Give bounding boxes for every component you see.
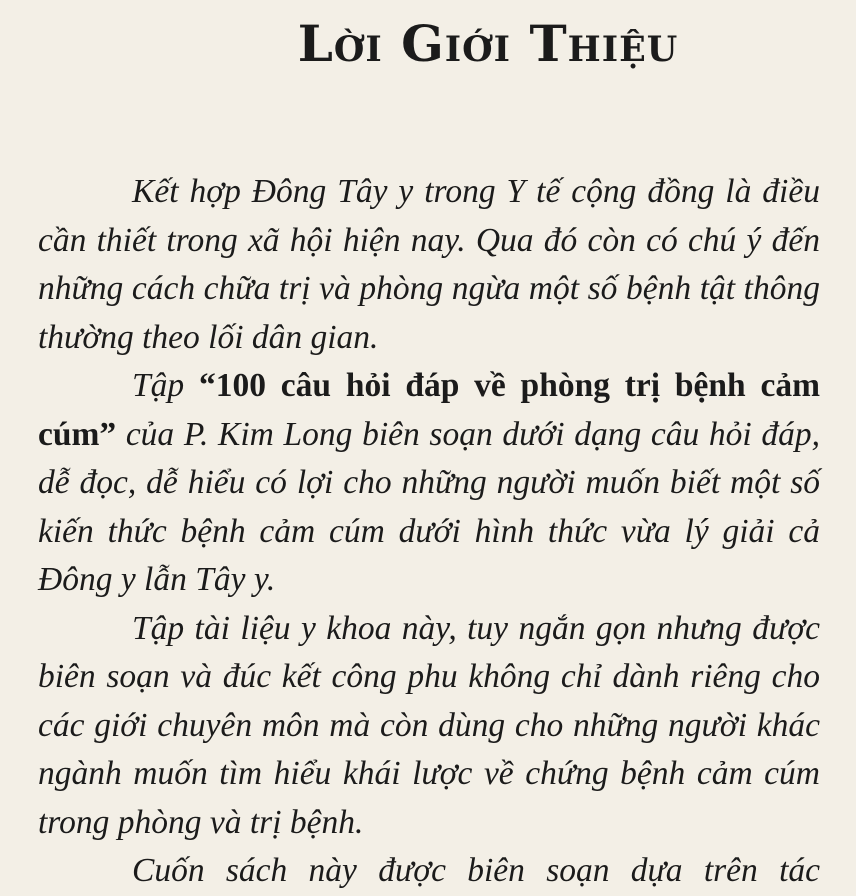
paragraph-4: Cuốn sách này được biên soạn dựa trên tác (132, 852, 820, 889)
page-title: Lời Giới Thiệu (297, 14, 679, 73)
body-text (38, 168, 820, 896)
book-title-bold: “100 câu hỏi đáp về phòng trị bệnh cảm cúm” (38, 367, 820, 453)
paragraph-2 (38, 362, 820, 605)
paragraph-2-lead: Tập (132, 367, 199, 404)
paragraph-3: Tập tài liệu y khoa này, tuy ngắn gọn nhưng được biên soạn và đúc kết công phu không chỉ dành riêng cho các giới chuyên môn mà còn dùng cho những người khác ngành muốn tìm hiểu khái lược về chứng bệnh cảm cúm trong phòng và trị bệnh. (38, 609, 820, 841)
paragraph-1: Kết hợp Đông Tây y trong Y tế cộng đồng là điều cần thiết trong xã hội hiện nay. Qua đó còn có chú ý đến những cách chữa trị và phòng ngừa một số bệnh tật thông thường theo lối dân gian. (38, 173, 820, 356)
paragraph-2-rest: của P. Kim Long biên soạn dưới dạng câu hỏi đáp, dễ đọc, dễ hiểu có lợi cho những người muốn biết một số kiến thức bệnh cảm cúm dưới hình thức vừa lý giải cả Đông y lẫn Tây y. (38, 415, 820, 598)
